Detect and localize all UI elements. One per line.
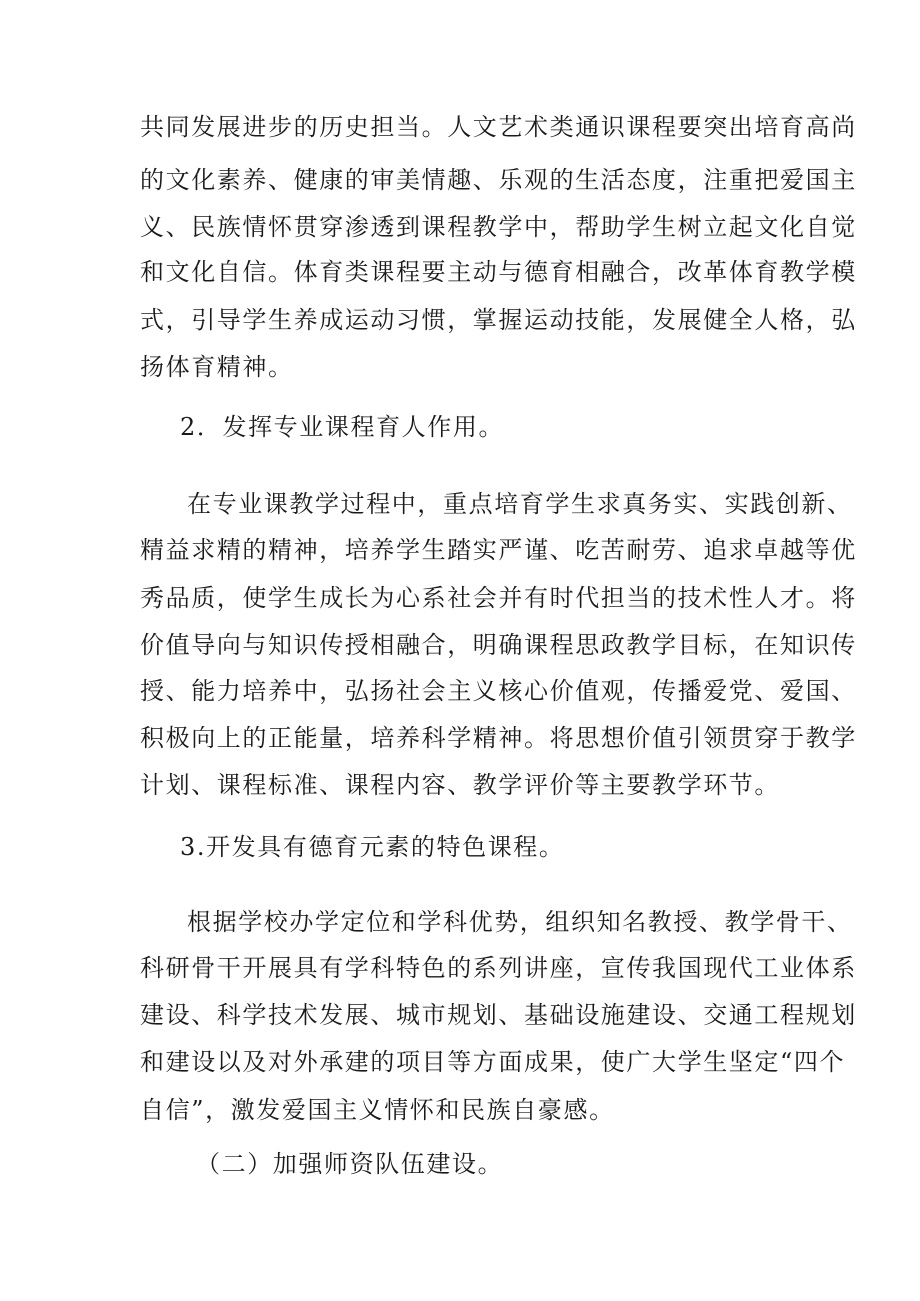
subheading-characteristic-courses: 3.开发具有德育元素的特色课程。 (180, 833, 565, 861)
text-line: 和建设以及对外承建的项目等方面成果，使广大学生坚定“四个 (140, 1048, 846, 1076)
text-line: 扬体育精神。 (140, 353, 294, 381)
text-line: 共同发展进步的历史担当。人文艺术类通识课程要突出培育高尚 (140, 113, 857, 141)
text-line: 式，引导学生养成运动习惯，掌握运动技能，发展健全人格，弘 (140, 306, 857, 334)
text-line: 和文化自信。体育类课程要主动与德育相融合，改革体育教学模 (140, 258, 857, 286)
text-line: 建设、科学技术发展、城市规划、基础设施建设、交通工程规划 (140, 1001, 857, 1029)
text-line: 授、能力培养中，弘扬社会主义核心价值观，传播爱党、爱国、 (140, 677, 857, 705)
section-heading-faculty: （二）加强师资队伍建设。 (196, 1150, 504, 1178)
text-line: 在专业课教学过程中，重点培育学生求真务实、实践创新、 (187, 490, 853, 518)
text-line: 的文化素养、健康的审美情趣、乐观的生活态度，注重把爱国主 (140, 166, 857, 194)
text-line: 价值导向与知识传授相融合，明确课程思政教学目标，在知识传 (140, 631, 857, 659)
text-line: 科研骨干开展具有学科特色的系列讲座，宣传我国现代工业体系 (140, 954, 857, 982)
text-line: 积极向上的正能量，培养科学精神。将思想价值引领贯穿于教学 (140, 724, 857, 752)
text-line: 精益求精的精神，培养学生踏实严谨、吃苦耐劳、追求卓越等优 (140, 536, 857, 564)
text-line: 计划、课程标准、课程内容、教学评价等主要教学环节。 (140, 771, 780, 799)
text-line: 秀品质，使学生成长为心系社会并有时代担当的技术性人才。将 (140, 584, 857, 612)
subheading-professional-courses: 2．发挥专业课程育人作用。 (180, 413, 505, 441)
text-line: 根据学校办学定位和学科优势，组织知名教授、教学骨干、 (187, 908, 853, 936)
text-line: 义、民族情怀贯穿渗透到课程教学中，帮助学生树立起文化自觉 (140, 213, 857, 241)
text-line: 自信”，激发爱国主义情怀和民族自豪感。 (140, 1096, 615, 1124)
